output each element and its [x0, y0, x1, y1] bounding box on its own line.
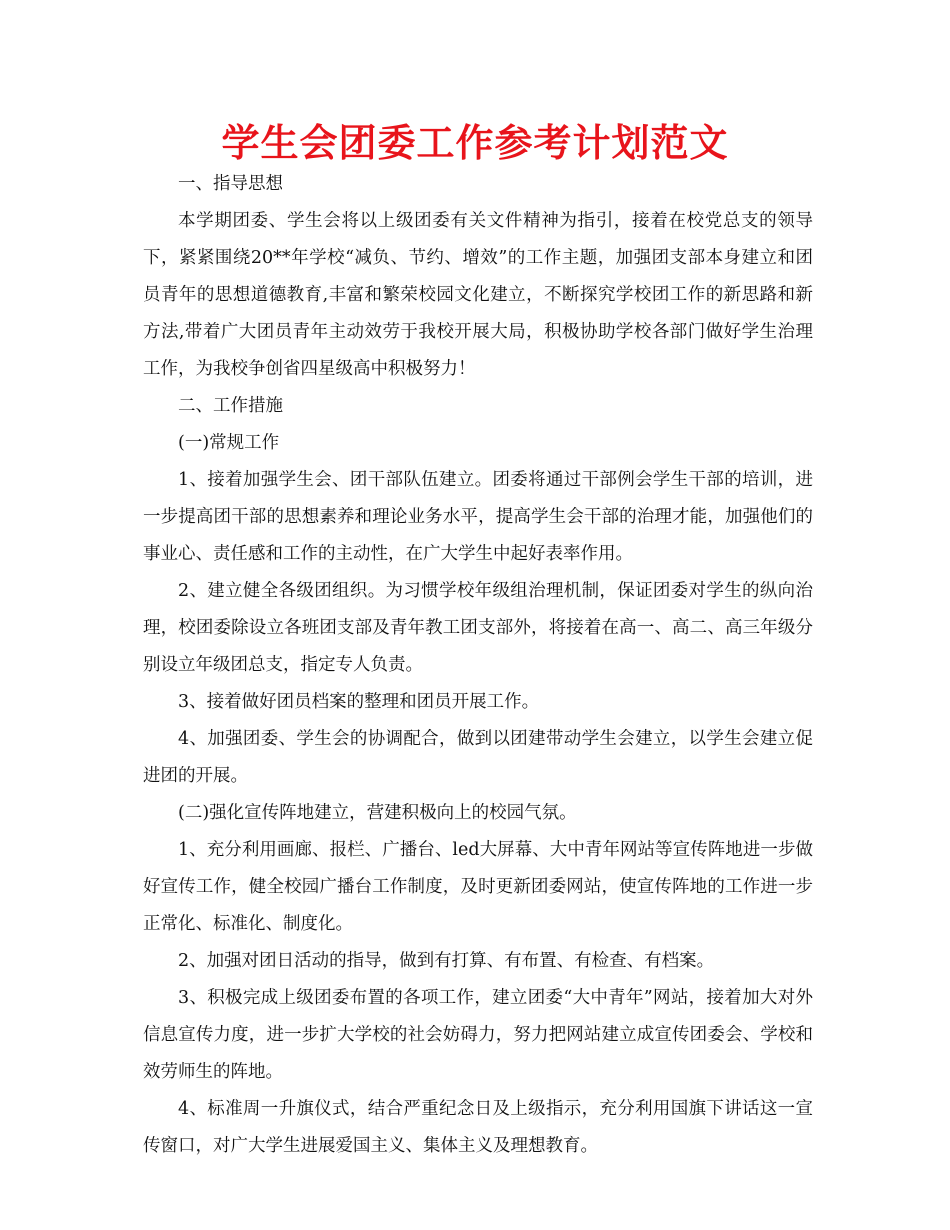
list-item-publicity-4: 4、标准周一升旗仪式，结合严重纪念日及上级指示，充分利用国旗下讲话这一宣传窗口，对广大学生进展爱国主义、集体主义及理想教育。	[143, 1099, 813, 1156]
document-body	[143, 166, 813, 1165]
list-item-routine-4: 4、加强团委、学生会的协调配合，做到以团建带动学生会建立，以学生会建立促进团的开展。	[143, 729, 813, 786]
list-item-routine-1: 1、接着加强学生会、团干部队伍建立。团委将通过干部例会学生干部的培训，进一步提高团干部的思想素养和理论业务水平，提高学生会干部的治理才能，加强他们的事业心、责任感和工作的主动性，在广大学生中起好表率作用。	[143, 470, 813, 564]
subsection-heading-publicity: (二)强化宣传阵地建立，营建积极向上的校园气氛。	[178, 803, 577, 823]
list-item-publicity-1: 1、充分利用画廊、报栏、广播台、led大屏幕、大中青年网站等宣传阵地进一步做好宣传工作，健全校园广播台工作制度，及时更新团委网站，使宣传阵地的工作进一步正常化、标准化、制度化。	[143, 840, 813, 934]
paragraph-guiding-thought: 本学期团委、学生会将以上级团委有关文件精神为指引，接着在校党总支的领导下，紧紧围绕20**年学校“减负、节约、增效”的工作主题，加强团支部本身建立和团员青年的思想道德教育,丰富和繁荣校园文化建立，不断探究学校团工作的新思路和新方法,带着广大团员青年主动效劳于我校开展大局，积极协助学校各部门做好学生治理工作，为我校争创省四星级高中积极努力！	[143, 211, 813, 379]
document-title: 学生会团委工作参考计划范文	[221, 121, 729, 165]
subsection-heading-routine-work: (一)常规工作	[178, 433, 280, 453]
section-heading-guiding-thought: 一、指导思想	[178, 174, 283, 194]
list-item-routine-3: 3、接着做好团员档案的整理和团员开展工作。	[178, 692, 540, 712]
list-item-publicity-2: 2、加强对团日活动的指导，做到有打算、有布置、有检查、有档案。	[178, 951, 715, 971]
list-item-publicity-3: 3、积极完成上级团委布置的各项工作，建立团委“大中青年”网站，接着加大对外信息宣传力度，进一步扩大学校的社会妨碍力，努力把网站建立成宣传团委会、学校和效劳师生的阵地。	[143, 988, 813, 1082]
section-heading-work-measures: 二、工作措施	[178, 396, 283, 416]
list-item-routine-2: 2、建立健全各级团组织。为习惯学校年级组治理机制，保证团委对学生的纵向治理，校团委除设立各班团支部及青年教工团支部外，将接着在高一、高二、高三年级分别设立年级团总支，指定专人负责。	[143, 581, 813, 675]
